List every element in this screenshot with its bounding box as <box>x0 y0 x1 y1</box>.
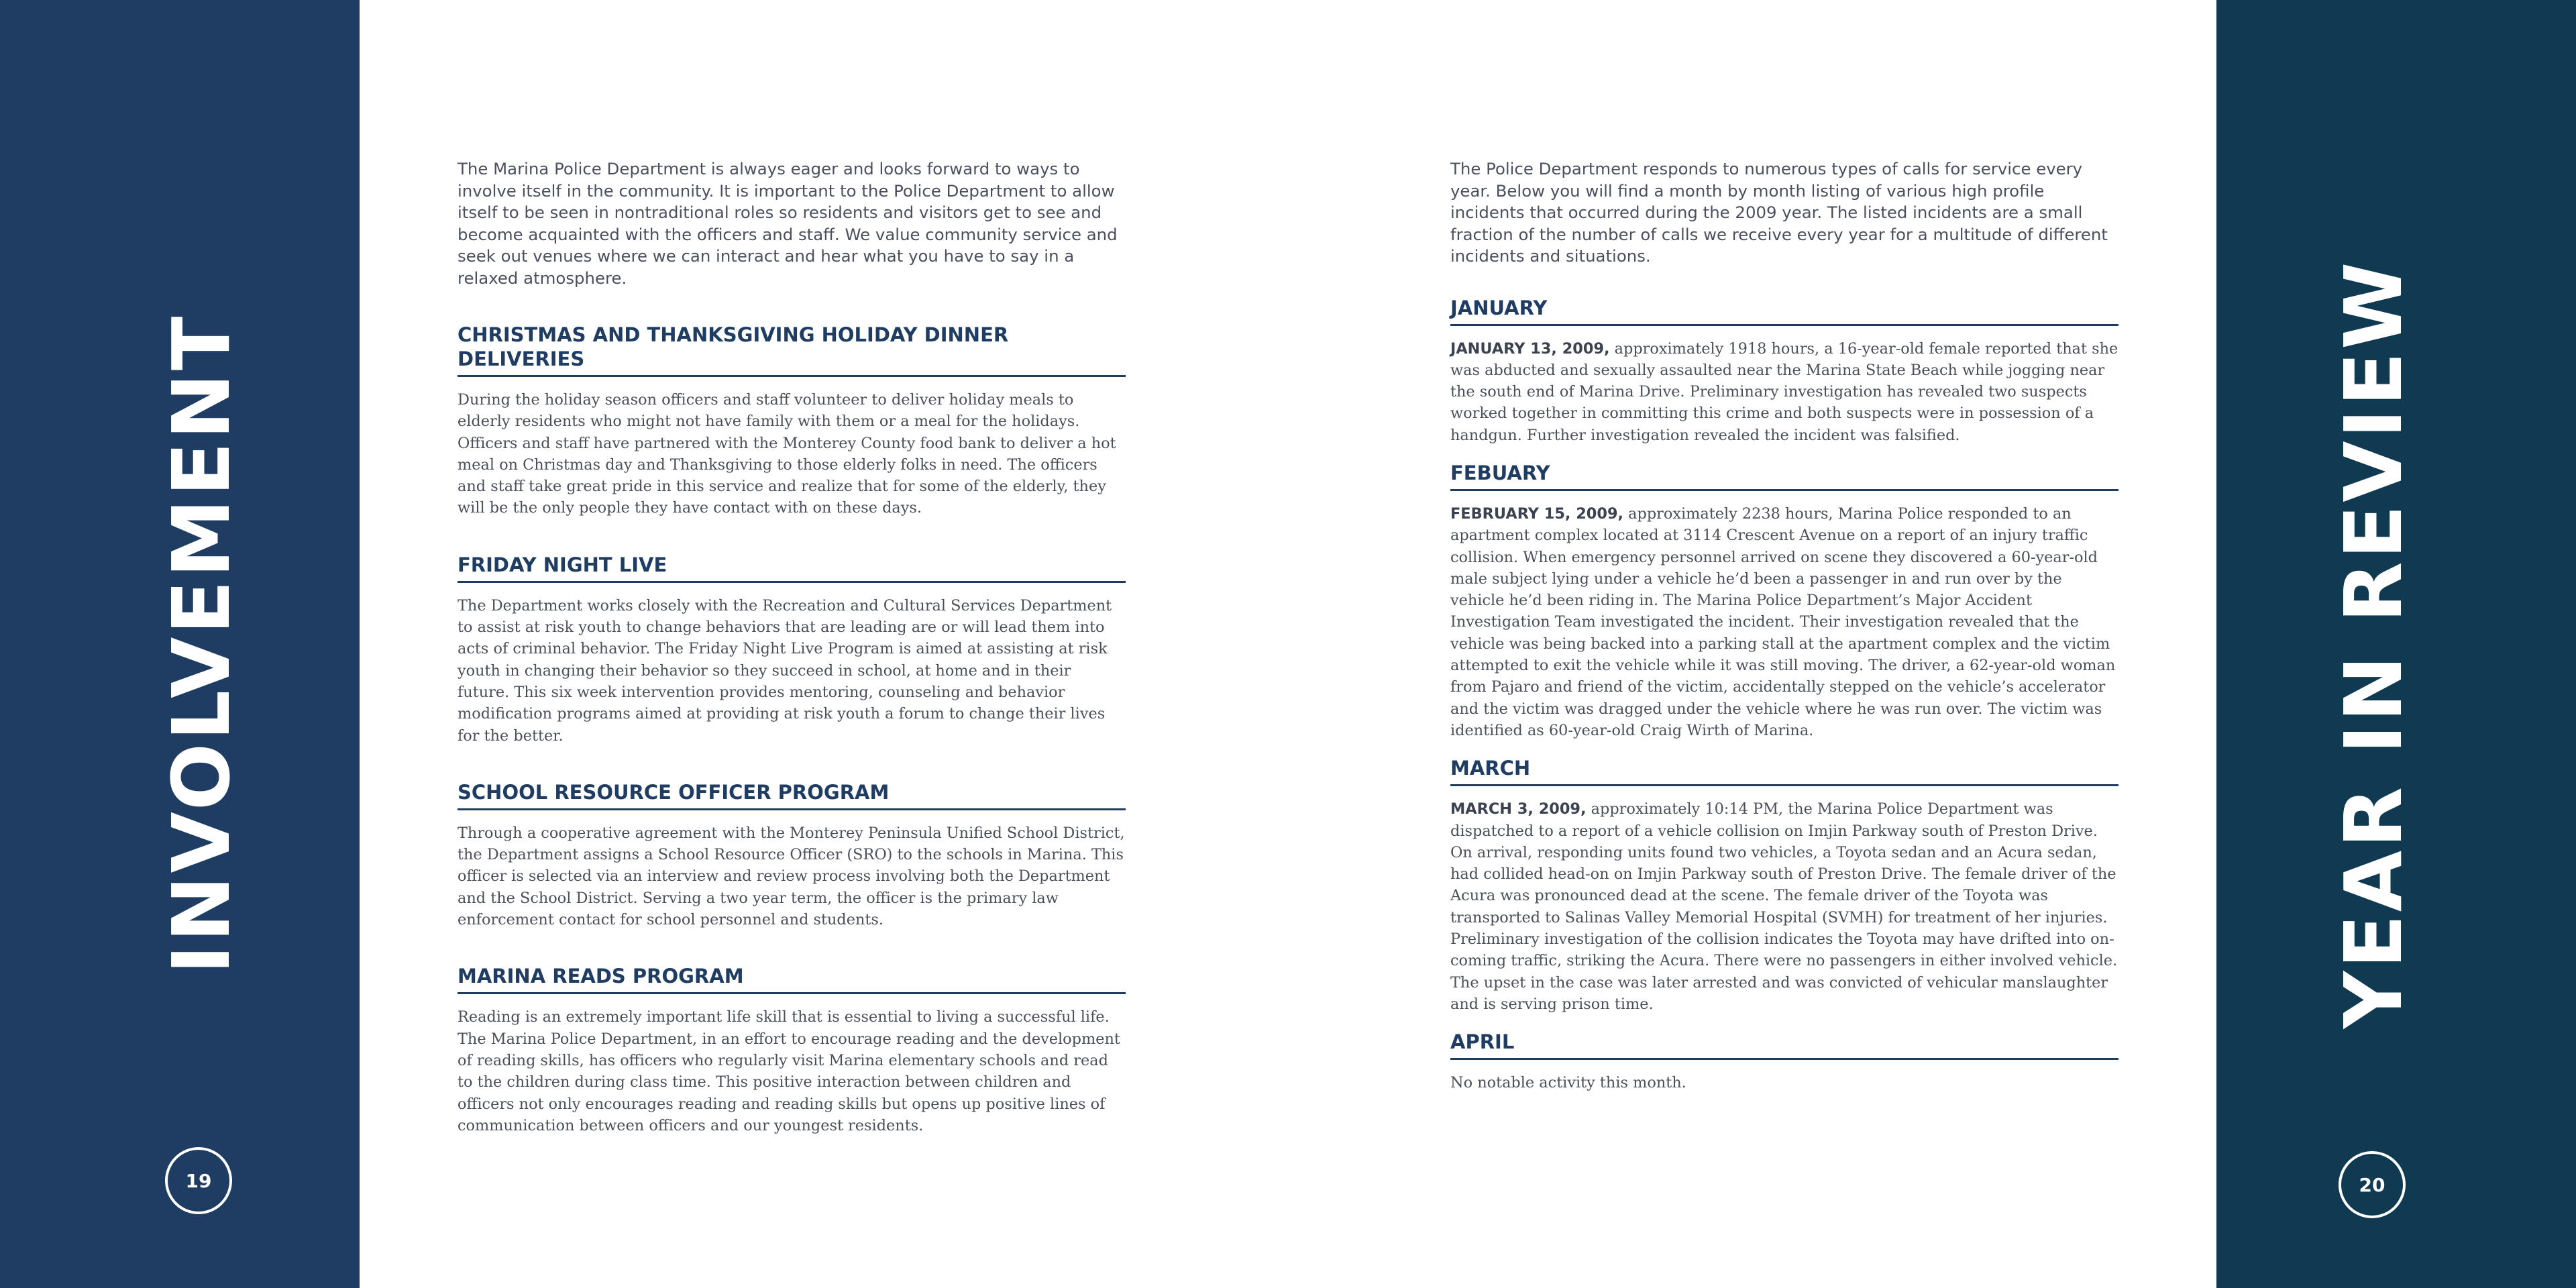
month-april <box>1450 1030 2118 1093</box>
section-holiday-dinner <box>458 323 1126 519</box>
month-heading: FEBUARY <box>1450 461 2118 491</box>
section-friday-night-live <box>458 553 1126 747</box>
month-body <box>1450 338 2118 446</box>
incident-date: FEBRUARY 15, 2009, <box>1450 504 1624 523</box>
section-body: The Department works closely with the Recreation and Cultural Services Department to assist at risk youth to change behaviors that are leading are or will lead them into acts of criminal behavior. The Friday Night Live Program is aimed at assisting at risk youth in changing their behavior so they succeed in school, at home and in their future. This six week intervention provides mentoring, counseling and behavior modification programs aimed at providing at risk youth a forum to change their lives for the better. <box>458 596 1112 745</box>
month-body <box>1450 503 2118 741</box>
incident-text: approximately 1918 hours, a 16-year-old female reported that she was abducted and sexually assaulted near the Marina State Beach while jogging near the south end of Marina Drive. Preliminary investigation has revealed two suspects worked together in committing this crime and both suspects were in possession of a handgun. Further investigation revealed the incident was falsified. <box>1450 339 2118 444</box>
section-body: During the holiday season officers and staff volunteer to deliver holiday meals to elderly residents who might not have family with them or a meal for the holidays. Officers and staff have partnered with the Monterey County food bank to deliver a hot meal on Christmas day and Thanksgiving to those elderly folks in need. The officers and staff take great pride in this service and realize that for some of the elderly, they will be the only people they have contact with on these days. <box>458 391 1116 517</box>
year-in-review-column <box>1450 158 2118 1094</box>
involvement-vertical-title: INVOLVEMENT <box>155 313 248 975</box>
incident-date: MARCH 3, 2009, <box>1450 800 1587 818</box>
section-body: Through a cooperative agreement with the Monterey Peninsula Unified School District, the Department assigns a School Resource Officer (SRO) to the schools in Marina. This officer is selected via an interview and review process involving both the Department and the School District. Serving a two year term, the officer is the primary law enforcement contact for school personnel and students. <box>458 824 1125 929</box>
month-january <box>1450 296 2118 446</box>
page-number-20: 20 <box>2339 1151 2406 1218</box>
month-heading: APRIL <box>1450 1030 2118 1060</box>
page-number-19: 19 <box>165 1147 232 1214</box>
incident-text: approximately 10:14 PM, the Marina Police Department was dispatched to a report of a vehicle collision on Imjin Parkway south of Preston Drive. On arrival, responding units found two vehicles, a Toyota sedan and an Acura sedan, had collided head-on on Imjin Parkway south of Preston Drive. The female driver of the Acura was pronounced dead at the scene. The female driver of the Toyota was transported to Salinas Valley Memorial Hospital (SVMH) for treatment of her injuries. Preliminary investigation of the collision indicates the Toyota may have drifted into on-coming traffic, striking the Acura. There were no passengers in either involved vehicle. The upset in the case was later arrested and was convicted of vehicular manslaughter and is serving prison time. <box>1450 800 2118 1013</box>
year-in-review-intro: The Police Department responds to numerous types of calls for service every year. Below you will find a month by month listing of various high profile incidents that occurred during the 2009 year. The listed incidents are a small fraction of the number of calls we receive every year for a multitude of different incidents and situations. <box>1450 159 2108 266</box>
month-body <box>1450 1072 2118 1093</box>
right-side-band <box>2216 0 2576 1288</box>
section-heading: SCHOOL RESOURCE OFFICER PROGRAM <box>458 780 1126 810</box>
month-february <box>1450 461 2118 741</box>
section-heading: CHRISTMAS AND THANKSGIVING HOLIDAY DINNER DELIVERIES <box>458 323 1126 377</box>
section-marina-reads <box>458 964 1126 1136</box>
month-body <box>1450 798 2118 1015</box>
section-heading: FRIDAY NIGHT LIVE <box>458 553 1126 583</box>
involvement-column <box>458 158 1126 1136</box>
year-in-review-vertical-title: YEAR IN REVIEW <box>2327 259 2420 1029</box>
incident-text: approximately 2238 hours, Marina Police responded to an apartment complex located at 3114 Crescent Avenue on a report of an injury traffic collision. When emergency personnel arrived on scene they discovered a 60-year-old male subject lying under a vehicle he’d been a passenger in and run over by the vehicle he’d been riding in. The Marina Police Department’s Major Accident Investigation Team investigated the incident. Their investigation revealed that the vehicle was being backed into a parking stall at the apartment complex and the victim attempted to exit the vehicle while it was still moving. The driver, a 62-year-old woman from Pajaro and friend of the victim, accidentally stepped on the vehicle’s accelerator and the victim was dragged under the vehicle where he was run over. The victim was identified as 60-year-old Craig Wirth of Marina. <box>1450 504 2116 739</box>
section-heading: MARINA READS PROGRAM <box>458 964 1126 994</box>
left-side-band <box>0 0 360 1288</box>
incident-date: JANUARY 13, 2009, <box>1450 339 1610 358</box>
month-heading: JANUARY <box>1450 296 2118 326</box>
involvement-intro: The Marina Police Department is always eager and looks forward to ways to involve itself in the community. It is important to the Police Department to allow itself to be seen in nontraditional roles so residents and visitors get to see and become acquainted with the officers and staff. We value community service and seek out venues where we can interact and hear what you have to say in a relaxed atmosphere. <box>458 159 1118 288</box>
month-march <box>1450 756 2118 1015</box>
month-heading: MARCH <box>1450 756 2118 786</box>
section-body: Reading is an extremely important life skill that is essential to living a successful life. The Marina Police Department, in an effort to encourage reading and the development of reading skills, has officers who regularly visit Marina elementary schools and read to the children during class time. This positive interaction between children and officers not only encourages reading and reading skills but opens up positive lines of communication between officers and our youngest residents. <box>458 1008 1120 1134</box>
section-school-resource-officer <box>458 780 1126 930</box>
incident-text: No notable activity this month. <box>1450 1074 1686 1092</box>
